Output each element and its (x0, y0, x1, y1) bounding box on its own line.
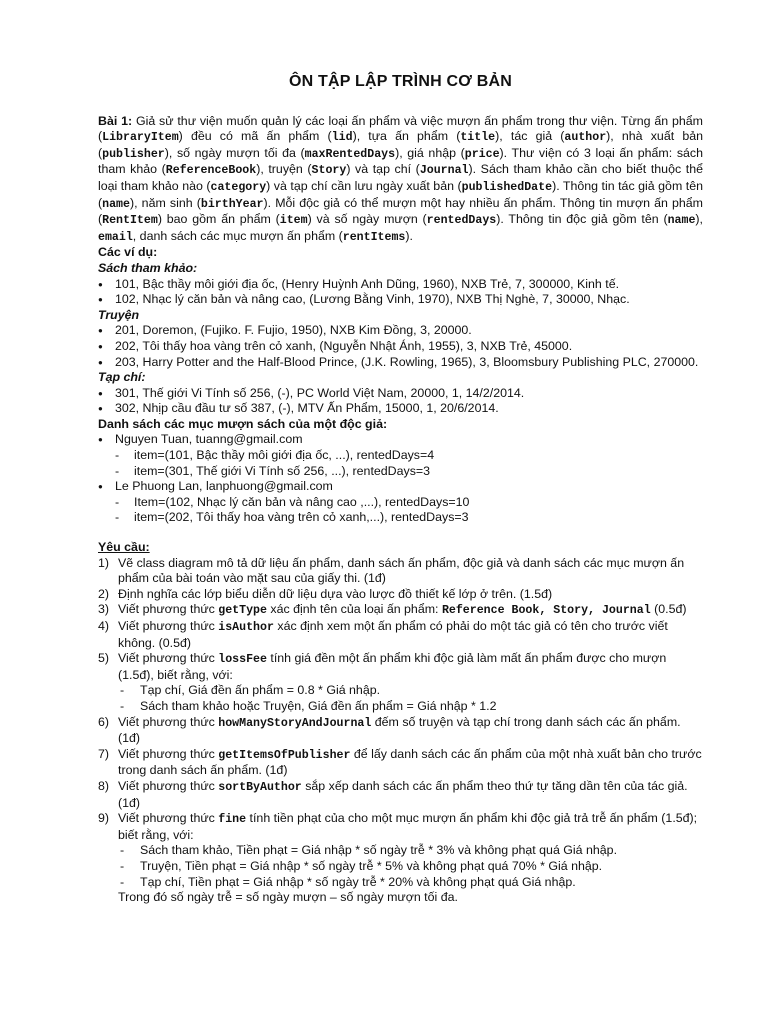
req-text: Viết phương thức (118, 746, 219, 761)
list-item: ● 201, Doremon, (Fujiko. F. Fujio, 1950), NXB Kim Đồng, 3, 20000. (98, 323, 703, 339)
rent-items-list (98, 495, 703, 526)
readers-heading: Danh sách các mục mượn sách của một độc giả: (98, 416, 388, 431)
sub-item: - Sách tham khảo hoặc Truyện, Giá đền ấn phẩm = Giá nhập * 1.2 (118, 699, 703, 715)
req-number: 1) (98, 555, 110, 570)
req-text: đếm số truyện và tạp chí trong danh sách các ấn phẩm. (1đ) (118, 714, 681, 746)
text-run: ), số ngày mượn tối đa ( (164, 145, 305, 160)
code-term: item (279, 214, 308, 228)
req-text: Viết phương thức (118, 778, 219, 793)
code-term: LibraryItem (102, 131, 179, 145)
code-term: price (464, 147, 500, 161)
requirement-item (98, 811, 703, 890)
code-term: name (102, 197, 130, 211)
spacer (98, 526, 703, 540)
text-run: Giả sử thư viện muốn quản lý các loại ấn phẩm và việc mượn ấn phẩm trong thư viện. Từng ấn phẩm ( (98, 113, 703, 144)
req-text: (0.5đ) (650, 602, 687, 617)
text-run: ), giá nhập ( (395, 145, 465, 160)
req-text: Viết phương thức (118, 619, 219, 633)
reader-name: Nguyen Tuan, tuanng@gmail.com (115, 432, 303, 447)
final-note: Trong đó số ngày trễ = số ngày mượn – số ngày mượn tối đa. (118, 890, 458, 905)
readers-list (98, 432, 703, 526)
text-run: ) và số ngày mượn ( (307, 212, 427, 227)
list-item: ● 101, Bậc thầy môi giới địa ốc, (Henry Huỳnh Anh Dũng, 1960), NXB Trẻ, 7, 300000, Kinh tế. (98, 277, 703, 293)
req-text: xác định xem một ấn phẩm có phải do một tác giả có tên cho trước viết không. (0.5đ) (118, 619, 668, 650)
text-run: ). Thông tin tác giả gồm tên ( (98, 178, 703, 210)
req-text: tính tiền phạt của cho một mục mượn ấn phẩm khi độc giả trả trễ ấn phẩm (1.5đ); biết rằng, với: (118, 811, 698, 842)
code-term: name (667, 214, 696, 228)
req-text: sắp xếp danh sách các ấn phẩm theo thứ tự tăng dần tên của tác giả. (1đ) (118, 778, 688, 810)
req-text: xác định tên của loại ấn phẩm: (266, 602, 442, 617)
page-title: ÔN TẬP LẬP TRÌNH CƠ BẢN (289, 73, 512, 90)
reader-item (98, 432, 703, 479)
requirement-item (98, 556, 703, 587)
text-run: ) và tạp chí ( (346, 162, 420, 177)
text-run: ) và tạp chí cần lưu ngày xuất bản ( (266, 178, 462, 193)
sub-item: - Tạp chí, Tiền phạt = Giá nhập * số ngày trễ * 20% và không phạt quá Giá nhập. (118, 875, 703, 891)
requirements-heading: Yêu cầu: (98, 540, 150, 555)
story-list (98, 323, 703, 370)
req-number: 7) (98, 746, 110, 761)
req-number: 6) (98, 714, 110, 729)
story-heading: Truyện (98, 307, 140, 322)
rent-item: - Item=(102, Nhạc lý căn bản và nâng cao ,...), rentedDays=10 (98, 495, 703, 511)
requirement-item (98, 619, 703, 651)
text-run: ). Thư viện có 3 loại ấn phẩm: sách tham khảo ( (98, 145, 703, 177)
code-term: howManyStoryAndJournal (218, 716, 372, 730)
code-term: birthYear (200, 197, 264, 211)
text-run: ) đều có mã ấn phẩm ( (178, 129, 332, 144)
list-item: ● 102, Nhạc lý căn bản và nâng cao, (Lương Bằng Vinh, 1970), NXB Thị Nghè, 7, 30000, Nhạc. (98, 292, 703, 308)
sub-list (118, 843, 703, 890)
code-term: author (564, 131, 607, 145)
req-text: tính giá đền một ấn phẩm khi độc giả làm mất ấn phẩm được cho mượn (1.5đ), biết rằng, với: (118, 651, 667, 682)
text-run: , danh sách các mục mượn ấn phẩm ( (132, 228, 343, 243)
bai1-paragraph (98, 114, 703, 246)
code-term: rentItems (342, 230, 406, 244)
text-run: ), (695, 212, 703, 227)
examples-heading: Các ví dụ: (98, 245, 158, 260)
text-run: ), năm sinh ( (129, 195, 201, 210)
code-term: maxRentedDays (304, 147, 396, 161)
req-text: Viết phương thức (118, 811, 219, 826)
req-text: Viết phương thức (118, 602, 219, 617)
requirement-item (98, 602, 703, 619)
text-run: ) bao gồm ấn phẩm ( (157, 212, 280, 227)
sub-item: - Truyện, Tiền phạt = Giá nhập * số ngày trễ * 5% và không phạt quá 70% * Giá nhập. (118, 859, 703, 875)
code-term: RentItem (102, 214, 158, 228)
text-run: ), truyện ( (256, 162, 312, 177)
sub-item: - Tạp chí, Giá đền ấn phẩm = 0.8 * Giá nhập. (118, 683, 703, 699)
code-term: email (98, 230, 133, 244)
code-term: title (460, 131, 496, 145)
sub-item: - Sách tham khảo, Tiền phạt = Giá nhập * số ngày trễ * 3% và không phạt quá Giá nhập. (118, 843, 703, 859)
text-run: ). Sách tham khảo cần cho biết thuộc thể loại tham khảo nào ( (98, 162, 703, 193)
req-number: 2) (98, 586, 110, 601)
list-item: ● 203, Harry Potter and the Half-Blood Prince, (J.K. Rowling, 1965), 3, Bloomsbury Publishing PLC, 270000. (98, 355, 703, 371)
code-term: publisher (102, 147, 165, 161)
list-item: ● 301, Thế giới Vi Tính số 256, (-), PC World Việt Nam, 20000, 1, 14/2/2014. (98, 386, 703, 402)
text-run: ), tác giả ( (495, 129, 565, 144)
rent-items-list (98, 448, 703, 479)
code-term: Journal (419, 164, 469, 178)
req-number: 9) (98, 811, 110, 826)
text-run: ). Thông tin độc giả gồm tên ( (496, 212, 668, 227)
requirement-item (98, 747, 703, 779)
reader-name: Le Phuong Lan, lanphuong@gmail.com (115, 479, 333, 494)
journal-heading: Tạp chí: (98, 370, 146, 385)
req-text: để lấy danh sách các ấn phẩm của một nhà xuất bản cho trước trong danh sách ấn phẩm. (1đ) (118, 746, 702, 778)
req-text: Viết phương thức (118, 651, 219, 666)
requirement-item (98, 715, 703, 747)
code-term: lossFee (218, 653, 267, 667)
rent-item: - item=(301, Thế giới Vi Tính số 256, ...), rentedDays=3 (98, 464, 703, 480)
ref-list (98, 277, 703, 308)
ref-heading: Sách tham khảo: (98, 260, 198, 275)
list-item: ● 302, Nhịp cầu đầu tư số 387, (-), MTV Ấn Phẩm, 15000, 1, 20/6/2014. (98, 401, 703, 417)
requirement-item (98, 651, 703, 714)
text-run: ), tựa ấn phẩm ( (352, 129, 461, 144)
req-number: 3) (98, 602, 110, 617)
list-item: ● 202, Tôi thấy hoa vàng trên cỏ xanh, (Nguyễn Nhật Ánh, 1955), 3, NXB Trẻ, 45000. (98, 339, 703, 355)
bai1-label: Bài 1: (98, 113, 133, 128)
code-term: getType (218, 604, 267, 618)
text-run: ). (405, 228, 413, 243)
code-term: Reference Book, Story, Journal (441, 604, 651, 618)
req-number: 4) (98, 619, 110, 633)
req-text: Vẽ class diagram mô tả dữ liệu ấn phẩm, danh sách ấn phẩm, độc giả và danh sách các mục mượn ấn phẩm của bài toán vào mặt sau của giấy thi. (1đ) (118, 555, 685, 586)
rent-item: - item=(202, Tôi thấy hoa vàng trên cỏ xanh,...), rentedDays=3 (98, 510, 703, 526)
code-term: isAuthor (218, 621, 274, 634)
rent-item: - item=(101, Bậc thầy môi giới địa ốc, ...), rentedDays=4 (98, 448, 703, 464)
requirement-item (98, 779, 703, 811)
requirement-item (98, 587, 703, 603)
code-term: fine (218, 813, 247, 827)
req-number: 5) (98, 651, 110, 666)
requirements-list (98, 556, 703, 890)
code-term: lid (331, 131, 353, 145)
code-term: ReferenceBook (165, 164, 257, 178)
req-number: 8) (98, 778, 110, 793)
req-text: Định nghĩa các lớp biểu diễn dữ liệu dựa vào lược đồ thiết kế lớp ở trên. (1.5đ) (118, 586, 553, 601)
req-text: Viết phương thức (118, 714, 219, 729)
code-term: category (210, 180, 267, 194)
text-run: ). Mỗi độc giả có thể mượn một hay nhiều ấn phẩm. Thông tin mượn ấn phẩm ( (98, 195, 703, 227)
code-term: sortByAuthor (218, 780, 302, 794)
code-term: rentedDays (426, 214, 497, 228)
code-term: getItemsOfPublisher (218, 748, 351, 762)
code-term: publishedDate (461, 180, 553, 194)
code-term: Story (311, 164, 347, 178)
reader-item (98, 479, 703, 526)
text-run: ), nhà xuất bản ( (98, 129, 703, 160)
journal-list (98, 386, 703, 417)
sub-list (118, 683, 703, 714)
